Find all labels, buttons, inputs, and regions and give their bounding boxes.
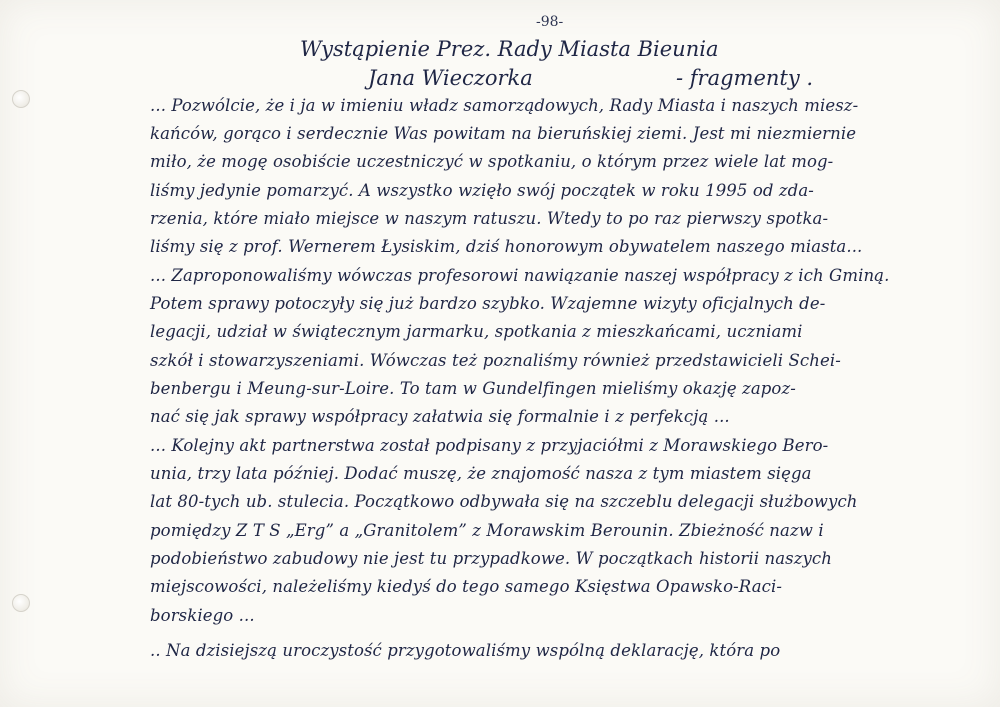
document-title: Wystąpienie Prez. Rady Miasta Bieunia bbox=[300, 37, 719, 61]
text-line: borskiego ... bbox=[150, 606, 255, 625]
text-line: rzenia, które miało miejsce w naszym ratuszu. Wtedy to po raz pierwszy spotka- bbox=[150, 209, 829, 228]
text-line: ... Pozwólcie, że i ja w imieniu władz samorządowych, Rady Miasta i naszych miesz- bbox=[150, 96, 859, 115]
text-line: benbergu i Meung-sur-Loire. To tam w Gundelfingen mieliśmy okazję zapoz- bbox=[150, 379, 796, 398]
text-line: Potem sprawy potoczyły się już bardzo szybko. Wzajemne wizyty oficjalnych de- bbox=[150, 294, 826, 313]
text-line: miejscowości, należeliśmy kiedyś do tego samego Księstwa Opawsko-Raci- bbox=[150, 577, 783, 596]
text-line: legacji, udział w świątecznym jarmarku, spotkania z mieszkańcami, uczniami bbox=[150, 322, 803, 341]
binder-hole-icon bbox=[12, 594, 30, 612]
text-line: ... Kolejny akt partnerstwa został podpisany z przyjaciółmi z Morawskiego Bero- bbox=[150, 436, 829, 455]
text-line: podobieństwo zabudowy nie jest tu przypadkowe. W początkach historii naszych bbox=[150, 549, 832, 568]
binder-hole-icon bbox=[12, 90, 30, 108]
text-line: nać się jak sprawy współpracy załatwia się formalnie i z perfekcją ... bbox=[150, 407, 730, 426]
text-line: .. Na dzisiejszą uroczystość przygotowaliśmy wspólną deklarację, która po bbox=[150, 641, 781, 660]
text-line: liśmy się z prof. Wernerem Łysiskim, dziś honorowym obywatelem naszego miasta... bbox=[150, 237, 863, 256]
text-line: kańców, gorąco i serdecznie Was powitam na bieruńskiej ziemi. Jest mi niezmiernie bbox=[150, 124, 857, 143]
text-line: ... Zaproponowaliśmy wówczas profesorowi nawiązanie naszej współpracy z ich Gminą. bbox=[150, 266, 890, 285]
text-line: unia, trzy lata później. Dodać muszę, że znajomość nasza z tym miastem sięga bbox=[150, 464, 812, 483]
text-line: miło, że mogę osobiście uczestniczyć w spotkaniu, o którym przez wiele lat mog- bbox=[150, 152, 834, 171]
document-author: Jana Wieczorka bbox=[368, 66, 533, 90]
text-line: lat 80-tych ub. stulecia. Początkowo odbywała się na szczeblu delegacji służbowych bbox=[150, 492, 858, 511]
text-line: pomiędzy Z T S „Erg” a „Granitolem” z Morawskim Berounin. Zbieżność nazw i bbox=[150, 521, 824, 540]
page-number: -98- bbox=[536, 14, 564, 30]
text-line: liśmy jedynie pomarzyć. A wszystko wzięło swój początek w roku 1995 od zda- bbox=[150, 181, 814, 200]
document-subtitle: - fragmenty . bbox=[676, 66, 814, 90]
text-line: szkół i stowarzyszeniami. Wówczas też poznaliśmy również przedstawicieli Schei- bbox=[150, 351, 841, 370]
